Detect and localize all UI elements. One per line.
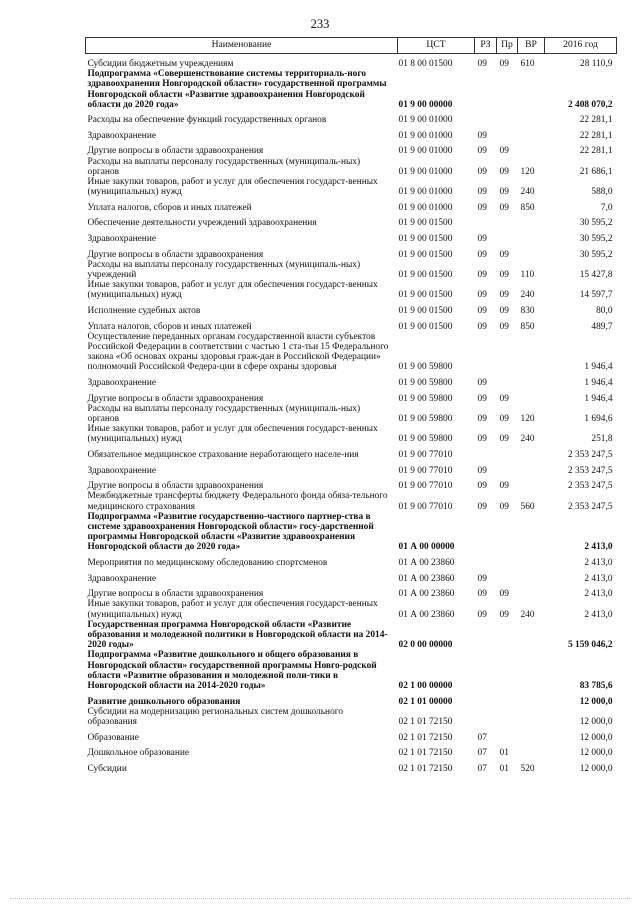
row-name: Осуществление переданных органам государственной власти субъектов Российской Федерации в соответствии с частью 1 ста-тьи 15 Федерального закона «Об основах охраны здоровья граж-дан в Российской Федерации» полномочий Российской Федера-ции в сфере охраны здоровья (87, 331, 389, 373)
table-row (86, 332, 617, 373)
row-cst: 01 9 00 00000 (398, 99, 453, 110)
row-rz (475, 332, 497, 373)
row-pr (497, 213, 518, 229)
row-rz: 09 (477, 414, 487, 425)
row-cst: 01 9 00 01000 (398, 130, 453, 141)
table-row (86, 213, 617, 229)
row-cst: 01 9 00 01500 (398, 218, 453, 229)
header-year: 2016 год (545, 38, 617, 54)
row-rz: 09 (477, 58, 487, 69)
row-value: 2 413,0 (584, 558, 613, 569)
table-row (86, 584, 617, 600)
row-pr: 09 (499, 393, 509, 404)
table-row (86, 743, 617, 759)
row-pr (497, 110, 518, 126)
row-name: Субсидии (87, 763, 127, 774)
row-cst: 01 9 00 01000 (398, 187, 453, 198)
row-pr: 09 (499, 270, 509, 281)
row-rz: 09 (477, 501, 487, 512)
row-name: Другие вопросы в области здравоохранения (87, 249, 264, 260)
table-row (86, 424, 617, 444)
row-rz: 07 (477, 748, 487, 759)
table-row (86, 404, 617, 424)
row-value: 30 595,2 (579, 218, 613, 229)
row-name: Уплата налогов, сборов и иных платежей (87, 321, 252, 332)
row-value: 28 110,9 (580, 58, 613, 69)
row-rz (475, 445, 497, 461)
row-pr: 09 (499, 58, 509, 69)
table-row (86, 758, 617, 774)
row-vr (518, 332, 545, 373)
table-header-row (86, 38, 617, 54)
row-pr: 09 (499, 589, 509, 600)
row-value: 12 000,0 (579, 717, 613, 728)
table-row (86, 727, 617, 743)
row-cst: 01 А 00 23860 (398, 573, 455, 584)
table-row (86, 198, 617, 214)
row-vr: 560 (520, 501, 535, 512)
table-row (86, 388, 617, 404)
row-cst: 01 9 00 77010 (398, 481, 453, 492)
row-vr: 610 (520, 58, 535, 69)
row-cst: 01 А 00 23860 (398, 609, 455, 620)
table-row (86, 69, 617, 110)
row-pr (497, 126, 518, 142)
row-value: 251,8 (591, 434, 613, 445)
row-cst: 02 1 01 72150 (398, 717, 453, 728)
scan-artifact-line (10, 896, 630, 899)
table-row (86, 54, 617, 70)
row-vr (518, 568, 545, 584)
row-cst: 01 9 00 59800 (398, 378, 453, 389)
row-value: 1 694,6 (584, 414, 613, 425)
page-number: 233 (310, 17, 330, 31)
row-pr: 09 (499, 249, 509, 260)
row-rz: 09 (477, 378, 487, 389)
row-rz (475, 69, 497, 110)
row-vr (518, 244, 545, 260)
row-rz (475, 707, 497, 727)
row-pr: 09 (499, 434, 509, 445)
row-vr (518, 141, 545, 157)
row-rz: 09 (477, 290, 487, 301)
row-rz: 09 (477, 609, 487, 620)
row-rz: 09 (477, 465, 487, 476)
row-vr: 120 (520, 414, 535, 425)
row-cst: 01 9 00 01500 (398, 321, 453, 332)
row-cst: 01 9 00 59800 (398, 434, 453, 445)
row-cst: 01 9 00 01500 (398, 270, 453, 281)
row-vr (518, 476, 545, 492)
row-cst: 02 1 00 00000 (398, 681, 453, 692)
row-pr: 01 (499, 763, 509, 774)
row-vr: 120 (520, 166, 535, 177)
row-value: 2 353 247,5 (567, 465, 613, 476)
row-name: Субсидии на модернизацию региональных систем дошкольного образования (87, 706, 344, 728)
row-vr (518, 707, 545, 727)
table-row (86, 460, 617, 476)
row-vr: 240 (520, 290, 535, 301)
row-name: Иные закупки товаров, работ и услуг для обеспечения государст-венных (муниципальных) нужд (87, 424, 378, 445)
row-cst: 01 9 00 77010 (398, 450, 453, 461)
row-rz: 09 (477, 130, 487, 141)
header-cst: ЦСТ (398, 38, 475, 54)
row-rz: 09 (477, 306, 487, 317)
row-vr: 520 (520, 763, 535, 774)
row-value: 2 413,0 (584, 573, 613, 584)
row-name: Мероприятия по медицинскому обследованию спортсменов (87, 558, 328, 569)
row-value: 30 595,2 (579, 234, 613, 245)
table-row (86, 620, 617, 651)
row-cst: 02 1 01 72150 (398, 748, 453, 759)
table-row (86, 707, 617, 727)
row-rz: 09 (477, 270, 487, 281)
row-vr (518, 445, 545, 461)
table-row (86, 553, 617, 569)
row-vr (518, 512, 545, 553)
row-name: Иные закупки товаров, работ и услуг для обеспечения государст-венных (муниципальных) нужд (87, 280, 378, 301)
row-name: Образование (87, 732, 139, 743)
row-cst: 01 9 00 77010 (398, 465, 453, 476)
row-cst: 01 9 00 01000 (398, 202, 453, 213)
row-pr: 09 (499, 290, 509, 301)
row-value: 22 281,1 (579, 146, 613, 157)
row-rz (475, 553, 497, 569)
row-vr (518, 743, 545, 759)
row-cst: 01 А 00 23860 (398, 589, 455, 600)
row-vr (518, 373, 545, 389)
row-name: Здравоохранение (87, 378, 156, 389)
row-rz: 07 (477, 732, 487, 743)
row-pr: 09 (499, 187, 509, 198)
row-name: Уплата налогов, сборов и иных платежей (87, 202, 252, 213)
row-name: Развитие дошкольного образования (87, 696, 241, 707)
header-name: Наименование (86, 38, 398, 54)
row-name: Другие вопросы в области здравоохранения (87, 589, 264, 600)
row-rz: 07 (477, 763, 487, 774)
row-cst: 01 9 00 01500 (398, 290, 453, 301)
row-pr: 09 (499, 321, 509, 332)
table-row (86, 260, 617, 280)
row-vr (518, 584, 545, 600)
row-name: Иные закупки товаров, работ и услуг для обеспечения государст-венных (муниципальных) нужд (87, 599, 378, 620)
row-cst: 01 9 00 59800 (398, 362, 453, 373)
row-vr (518, 650, 545, 691)
row-value: 2 413,0 (584, 609, 613, 620)
table-row (86, 445, 617, 461)
row-vr (518, 69, 545, 110)
row-rz (475, 213, 497, 229)
row-name: Подпрограмма «Совершенствование системы территориаль-ного здравоохранения Новгородской области» государственной программы Новгородской области «Развитие здравоохранения Новгородской области до 2020 года» (87, 69, 387, 110)
row-value: 2 413,0 (584, 542, 613, 553)
row-cst: 01 8 00 01500 (398, 58, 453, 69)
table-row (86, 177, 617, 197)
row-pr (497, 691, 518, 707)
row-value: 83 785,6 (579, 681, 613, 692)
row-pr (497, 568, 518, 584)
row-vr: 240 (520, 609, 535, 620)
row-value: 1 946,4 (584, 362, 613, 373)
row-vr: 240 (520, 434, 535, 445)
row-cst: 01 9 00 01500 (398, 306, 453, 317)
row-vr: 110 (520, 270, 535, 281)
table-row (86, 599, 617, 619)
row-rz (475, 691, 497, 707)
row-vr (518, 213, 545, 229)
row-name: Расходы на выплаты персоналу государственных (муниципаль-ных) органов (87, 156, 361, 177)
row-name: Расходы на обеспечение функций государственных органов (87, 115, 327, 126)
row-rz (475, 110, 497, 126)
table-row (86, 650, 617, 691)
row-rz: 09 (477, 481, 487, 492)
row-value: 12 000,0 (579, 696, 613, 707)
row-rz: 09 (477, 146, 487, 157)
table-row (86, 512, 617, 553)
row-rz (475, 620, 497, 651)
row-value: 15 427,8 (579, 270, 613, 281)
row-cst: 02 1 01 72150 (398, 732, 453, 743)
row-pr: 09 (499, 146, 509, 157)
row-rz: 09 (477, 589, 487, 600)
table-row (86, 280, 617, 300)
row-pr: 09 (499, 501, 509, 512)
table-row (86, 110, 617, 126)
row-pr (497, 650, 518, 691)
header-pr: Пр (497, 38, 518, 54)
row-name: Расходы на выплаты персоналу государственных (муниципаль-ных) учреждений (87, 259, 361, 281)
row-pr: 09 (499, 414, 509, 425)
table-row (86, 301, 617, 317)
table-row (86, 568, 617, 584)
row-value: 30 595,2 (579, 249, 613, 260)
row-pr (497, 373, 518, 389)
row-rz: 09 (477, 234, 487, 245)
row-value: 22 281,1 (579, 130, 613, 141)
row-vr (518, 229, 545, 245)
row-rz (475, 650, 497, 691)
row-pr (497, 332, 518, 373)
row-rz: 09 (477, 166, 487, 177)
row-name: Обеспечение деятельности учреждений здравоохранения (87, 218, 317, 229)
row-pr: 09 (499, 202, 509, 213)
row-name: Здравоохранение (87, 234, 156, 245)
row-vr (518, 691, 545, 707)
header-vr: ВР (518, 38, 545, 54)
table-row (86, 126, 617, 142)
row-name: Исполнение судебных актов (87, 306, 201, 317)
row-cst: 01 9 00 77010 (398, 501, 453, 512)
row-value: 14 597,7 (579, 290, 613, 301)
table-row (86, 491, 617, 511)
row-value: 1 946,4 (584, 378, 613, 389)
row-name: Подпрограмма «Развитие дошкольного и общего образования в Новгородской области» государственной программы Новго-родской области «Развитие образования и молодежной поли-тики в Новгородской области на 2014-2020 годы» (87, 650, 377, 692)
table-row (86, 316, 617, 332)
row-name: Межбюджетные трансферты бюджету Федерального фонда обяза-тельного медицинского страхования (87, 491, 388, 512)
row-vr (518, 460, 545, 476)
row-cst: 01 9 00 01500 (398, 249, 453, 260)
row-name: Здравоохранение (87, 465, 156, 476)
row-name: Здравоохранение (87, 573, 156, 584)
row-value: 7,0 (600, 202, 613, 213)
row-name: Другие вопросы в области здравоохранения (87, 393, 264, 404)
table-row (86, 229, 617, 245)
row-value: 2 353 247,5 (567, 450, 613, 461)
row-pr (497, 707, 518, 727)
row-pr (497, 445, 518, 461)
row-value: 12 000,0 (579, 732, 613, 743)
row-value: 22 281,1 (579, 115, 613, 126)
row-pr (497, 512, 518, 553)
row-cst: 01 А 00 00000 (398, 542, 455, 553)
row-cst: 02 1 01 72150 (398, 763, 453, 774)
row-cst: 01 9 00 01500 (398, 234, 453, 245)
row-vr (518, 126, 545, 142)
table-body (86, 54, 617, 775)
header-rz: РЗ (475, 38, 497, 54)
row-pr (497, 69, 518, 110)
row-value: 21 686,1 (579, 166, 613, 177)
row-vr (518, 727, 545, 743)
row-rz: 09 (477, 187, 487, 198)
row-pr: 09 (499, 306, 509, 317)
row-name: Расходы на выплаты персоналу государственных (муниципаль-ных) органов (87, 403, 361, 425)
row-cst: 02 0 00 00000 (398, 640, 453, 651)
row-value: 5 159 046,2 (567, 640, 613, 651)
row-value: 12 000,0 (579, 763, 613, 774)
table-row (86, 157, 617, 177)
table-row (86, 373, 617, 389)
row-name: Подпрограмма «Развитие государственно-частного партнер-ства в системе здравоохранения Новгородской области» госу-дарственной программы Новгородской области «Развитие здравоохранения Новгородской области до 2020 года» (87, 511, 374, 553)
row-pr (497, 727, 518, 743)
row-rz: 09 (477, 434, 487, 445)
row-cst: 01 9 00 01000 (398, 115, 453, 126)
row-vr: 850 (520, 202, 535, 213)
row-name: Другие вопросы в области здравоохранения (87, 481, 264, 492)
row-pr (497, 229, 518, 245)
row-pr: 01 (499, 748, 509, 759)
row-name: Обязательное медицинское страхование неработающего населе-ния (87, 450, 359, 461)
budget-table (85, 37, 617, 774)
row-rz: 09 (477, 202, 487, 213)
row-value: 2 408 070,2 (567, 99, 613, 110)
row-cst: 01 А 00 23860 (398, 558, 455, 569)
row-vr: 850 (520, 321, 535, 332)
row-vr (518, 553, 545, 569)
row-name: Дошкольное образование (87, 748, 190, 759)
row-rz: 09 (477, 573, 487, 584)
row-cst: 02 1 01 00000 (398, 696, 453, 707)
row-rz: 09 (477, 249, 487, 260)
row-pr (497, 553, 518, 569)
row-rz: 09 (477, 393, 487, 404)
table-row (86, 476, 617, 492)
row-vr: 830 (520, 306, 535, 317)
row-value: 2 353 247,5 (567, 481, 613, 492)
row-value: 489,7 (591, 321, 613, 332)
row-vr (518, 620, 545, 651)
row-cst: 01 9 00 01000 (398, 166, 453, 177)
row-value: 12 000,0 (579, 748, 613, 759)
row-vr (518, 110, 545, 126)
row-value: 588,0 (591, 187, 613, 198)
row-rz (475, 512, 497, 553)
row-cst: 01 9 00 59800 (398, 393, 453, 404)
row-value: 2 413,0 (584, 589, 613, 600)
table-row (86, 141, 617, 157)
row-name: Иные закупки товаров, работ и услуг для обеспечения государст-венных (муниципальных) нужд (87, 177, 378, 198)
row-pr (497, 460, 518, 476)
table-row (86, 691, 617, 707)
row-name: Государственная программа Новгородской области «Развитие образования и молодежной политики в Новгородской области на 2014-2020 годы» (87, 619, 388, 651)
row-pr (497, 620, 518, 651)
row-name: Другие вопросы в области здравоохранения (87, 146, 264, 157)
row-rz: 09 (477, 321, 487, 332)
row-cst: 01 9 00 01000 (398, 146, 453, 157)
row-pr: 09 (499, 481, 509, 492)
row-vr: 240 (520, 187, 535, 198)
row-value: 1 946,4 (584, 393, 613, 404)
row-value: 2 353 247,5 (567, 501, 613, 512)
row-name: Субсидии бюджетным учреждениям (87, 58, 234, 69)
row-pr: 09 (499, 609, 509, 620)
row-pr: 09 (499, 166, 509, 177)
row-name: Здравоохранение (87, 130, 156, 141)
row-value: 80,0 (596, 306, 613, 317)
row-cst: 01 9 00 59800 (398, 414, 453, 425)
row-vr (518, 388, 545, 404)
table-row (86, 244, 617, 260)
